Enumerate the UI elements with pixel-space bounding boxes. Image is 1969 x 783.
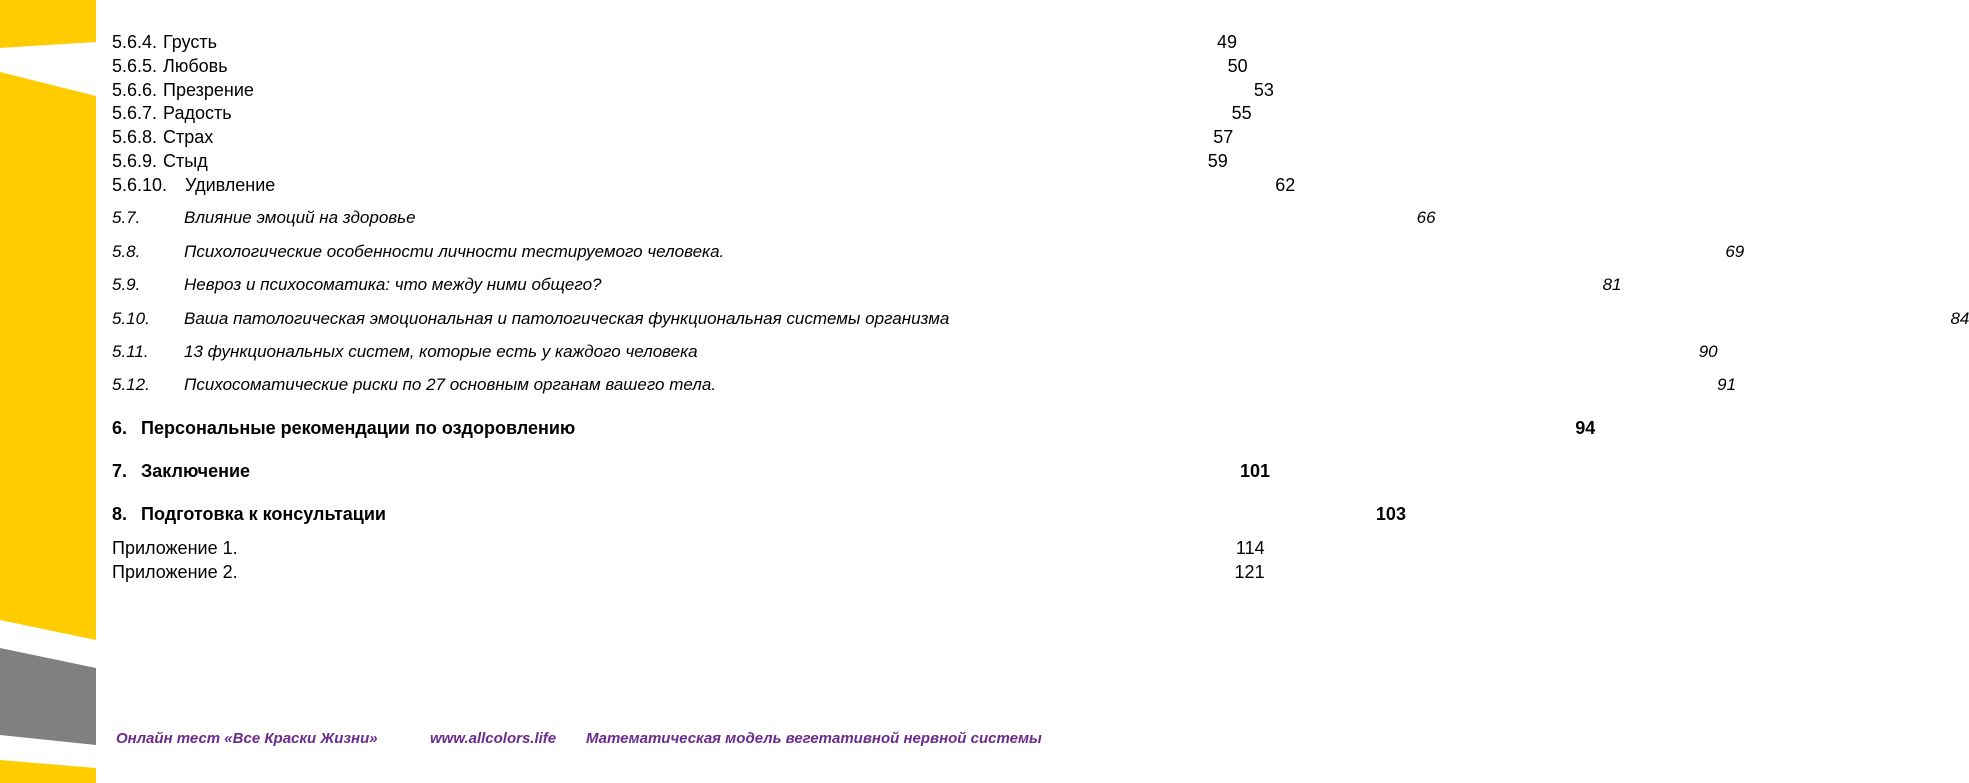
toc-entry-5-10[interactable]	[112, 308, 1969, 330]
toc-entry-5-6-4[interactable]	[112, 31, 1238, 53]
toc-chapter-6[interactable]	[112, 417, 1596, 439]
toc-chapter-page: 103	[1375, 504, 1406, 524]
toc-entry-title: 13 функциональных систем, которые есть у каждого человека	[184, 342, 698, 361]
toc-chapter-8[interactable]	[112, 503, 1406, 525]
toc-entry-title: Стыд	[163, 151, 208, 171]
footer-tagline: Математическая модель вегетативной нервной системы	[586, 730, 1042, 747]
toc-chapter-7[interactable]	[112, 460, 1271, 482]
toc-entry-title: Страх	[163, 127, 214, 147]
toc-entry-number: 5.9.	[112, 275, 141, 294]
toc-entry-page: 55	[1231, 103, 1252, 123]
toc-appendix-2[interactable]	[112, 561, 1265, 583]
toc-entry-number: 5.11.	[112, 342, 149, 361]
toc-entry-number: 5.8.	[112, 242, 141, 261]
toc-entry-page: 84	[1950, 309, 1969, 328]
toc-entry-page: 53	[1253, 80, 1274, 100]
toc-entry-5-11[interactable]	[112, 341, 1718, 363]
toc-chapter-page: 94	[1575, 418, 1596, 438]
toc-entry-title: Психологические особенности личности тестируемого человека.	[184, 242, 725, 261]
toc-entry-title: Невроз и психосоматика: что между ними общего?	[184, 275, 602, 294]
toc-appendix-page: 114	[1235, 538, 1265, 558]
toc-entry-5-8[interactable]	[112, 241, 1745, 263]
toc-entry-page: 69	[1725, 242, 1745, 261]
toc-entry-number: 5.12.	[112, 375, 150, 394]
toc-entry-page: 66	[1416, 208, 1436, 227]
toc-entry-page: 62	[1275, 175, 1296, 195]
toc-entry-title: Влияние эмоций на здоровье	[184, 208, 416, 227]
toc-entry-number: 5.6.9.	[112, 151, 158, 171]
footer-site-link[interactable]: www.allcolors.life	[430, 730, 557, 747]
toc-entry-5-6-9[interactable]	[112, 150, 1228, 172]
toc-entry-5-6-8[interactable]	[112, 126, 1234, 148]
toc-chapter-number: 8.	[112, 504, 128, 524]
toc-entry-number: 5.6.7.	[112, 103, 158, 123]
toc-appendix-title: Приложение 1.	[112, 538, 238, 558]
toc-entry-number: 5.6.6.	[112, 80, 158, 100]
toc-entry-number: 5.6.10.	[112, 175, 168, 195]
toc-entry-number: 5.6.8.	[112, 127, 158, 147]
toc-entry-5-6-5[interactable]	[112, 55, 1248, 77]
toc-entry-title: Ваша патологическая эмоциональная и патологическая функциональная системы организма	[184, 309, 950, 328]
toc-entry-number: 5.6.4.	[112, 32, 158, 52]
toc-entry-5-6-7[interactable]	[112, 102, 1252, 124]
toc-appendix-1[interactable]	[112, 537, 1265, 559]
toc-appendix-title: Приложение 2.	[112, 562, 238, 582]
toc-chapter-title: Подготовка к консультации	[141, 504, 386, 524]
toc-entry-page: 90	[1698, 342, 1718, 361]
toc-entry-page: 91	[1717, 375, 1737, 394]
toc-entry-title: Радость	[163, 103, 232, 123]
toc-entry-5-6-10[interactable]	[112, 174, 1296, 196]
toc-entry-page: 57	[1213, 127, 1234, 147]
toc-chapter-number: 6.	[112, 418, 128, 438]
toc-entry-5-9[interactable]	[112, 274, 1622, 296]
footer-brand: Онлайн тест «Все Краски Жизни»	[116, 730, 378, 747]
toc-chapter-page: 101	[1240, 461, 1271, 481]
toc-entry-page: 81	[1602, 275, 1622, 294]
toc-entry-title: Презрение	[163, 80, 254, 100]
toc-chapter-title: Персональные рекомендации по оздоровлению	[141, 418, 576, 438]
toc-appendix-page: 121	[1234, 562, 1265, 582]
toc-entry-title: Любовь	[163, 56, 228, 76]
toc-entry-number: 5.7.	[112, 208, 141, 227]
toc-entry-page: 50	[1227, 56, 1248, 76]
toc-entry-title: Удивление	[185, 175, 276, 195]
toc-chapter-number: 7.	[112, 461, 128, 481]
toc-entry-number: 5.10.	[112, 309, 150, 328]
toc-entry-number: 5.6.5.	[112, 56, 158, 76]
toc-entry-title: Психосоматические риски по 27 основным органам вашего тела.	[184, 375, 717, 394]
toc-entry-5-7[interactable]	[112, 207, 1436, 229]
toc-entry-page: 59	[1207, 151, 1228, 171]
toc-chapter-title: Заключение	[141, 461, 251, 481]
toc-entry-5-6-6[interactable]	[112, 79, 1274, 101]
toc-entry-title: Грусть	[163, 32, 218, 52]
toc-entry-page: 49	[1216, 32, 1238, 52]
toc-entry-5-12[interactable]	[112, 374, 1737, 396]
